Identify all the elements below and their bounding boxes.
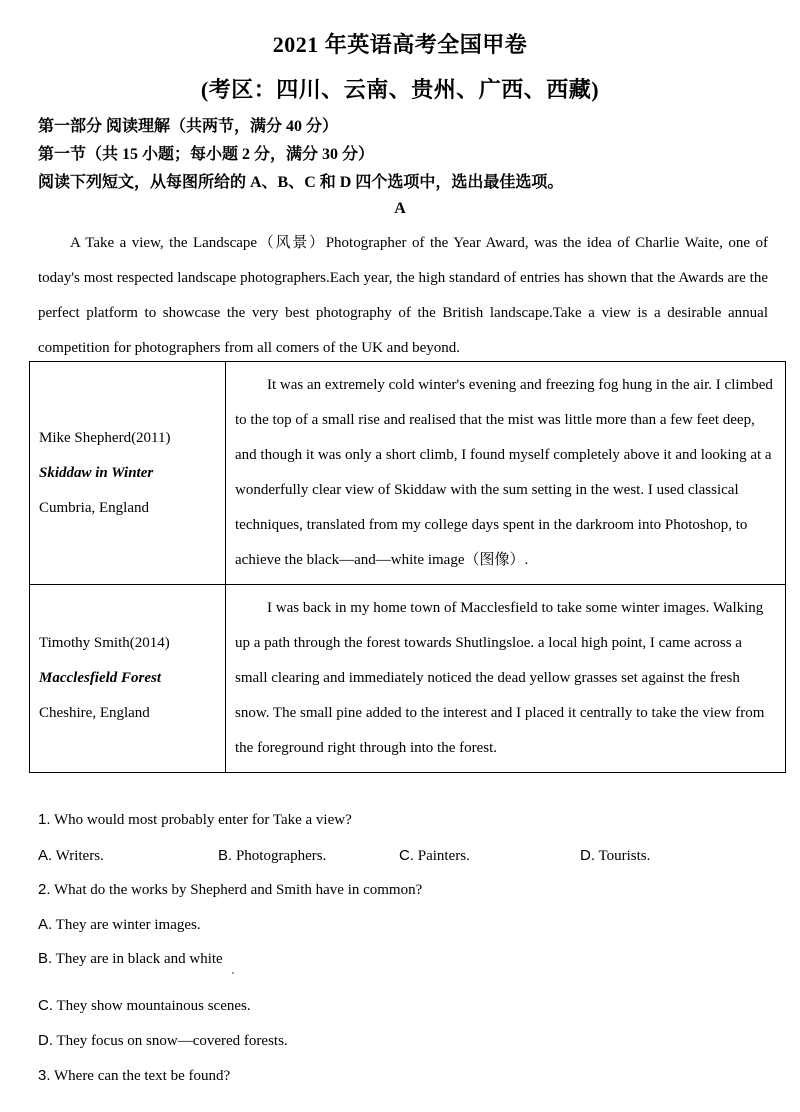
option-letter: C. (399, 847, 414, 864)
answer-option[interactable] (399, 846, 470, 866)
option-text: They focus on snow—covered forests. (56, 1033, 288, 1049)
option-text: Tourists. (598, 848, 651, 864)
question-text: Where can the text be found? (54, 1068, 231, 1084)
answer-option[interactable] (580, 846, 650, 866)
entry-description: It was an extremely cold winter's evening and freezing fog hung in the air. I climbed to the top of a small rise and realised that the mist was little more than a few feet deep, and though it was only a short climb, I found myself completely above it and looking at a wonderfully clear view of Skiddaw with the sum setting in the west. I used classical techniques, translated from my college days spent in the darkroom into Photoshop, to achieve the black—and—white image（图像）. (226, 362, 786, 585)
answer-option[interactable] (218, 846, 326, 866)
option-text: They show mountainous scenes. (56, 998, 251, 1014)
option-letter: C. (38, 997, 53, 1014)
photo-title: Skiddaw in Winter (39, 464, 154, 481)
question-text: What do the works by Shepherd and Smith have in common? (54, 882, 423, 898)
part-heading: 第一部分 阅读理解（共两节，满分 40 分） (38, 118, 339, 135)
passage-letter: A (394, 200, 406, 217)
section-heading: 第一节（共 15 小题；每小题 2 分，满分 30 分） (38, 146, 375, 163)
option-text: They are winter images. (55, 917, 201, 933)
directions: 阅读下列短文，从每图所给的 A、B、C 和 D 四个选项中，选出最佳选项。 (38, 174, 564, 191)
photographer-name: Timothy Smith(2014) (39, 635, 170, 651)
answer-option[interactable] (38, 949, 223, 969)
entry-meta (30, 362, 226, 585)
exam-subtitle: (考区：四川、云南、贵州、广西、西藏) (200, 77, 600, 102)
stray-mark (232, 972, 234, 974)
photo-location: Cheshire, England (39, 705, 150, 721)
answer-option[interactable] (38, 996, 251, 1016)
option-letter: B. (38, 950, 53, 967)
option-text: Painters. (417, 848, 470, 864)
option-letter: D. (38, 1032, 53, 1049)
exam-title: 2021 年英语高考全国甲卷 (272, 32, 528, 57)
question-stem (38, 810, 352, 830)
photographer-name: Mike Shepherd(2011) (39, 429, 171, 446)
table-row (30, 362, 786, 585)
photo-title: Macclesfield Forest (39, 670, 162, 686)
question-number: 3. (38, 1067, 51, 1084)
question-number: 1. (38, 811, 51, 828)
option-text: Writers. (55, 848, 104, 864)
question-number: 2. (38, 881, 51, 898)
question-stem (38, 1066, 230, 1086)
entry-description: I was back in my home town of Macclesfield to take some winter images. Walking up a path through the forest towards Shutlingsloe. a local high point, I came across a small clearing and immediately noticed the dead yellow grasses set against the fresh snow. The small pine added to the interest and I placed it centrally to take the view from the foreground right through into the forest. (226, 585, 786, 773)
passage-intro: A Take a view, the Landscape（风景）Photographer of the Year Award, was the idea of Charlie Waite, one of today's most respected landscape photographers.Each year, the high standard of entries has shown that the Awards are the perfect platform to showcase the very best photography of the British landscape.Take a view is a desirable annual competition for photographers from all comers of the UK and beyond. (38, 235, 768, 356)
entry-meta (30, 585, 226, 773)
option-letter: A. (38, 916, 53, 933)
answer-option[interactable] (38, 846, 104, 866)
answer-option[interactable] (38, 1031, 288, 1051)
question-text: Who would most probably enter for Take a view? (54, 812, 352, 828)
option-letter: B. (218, 847, 233, 864)
photo-location: Cumbria, England (39, 499, 149, 516)
question-stem (38, 880, 422, 900)
table-row (30, 585, 786, 773)
option-letter: A. (38, 847, 53, 864)
option-text: Photographers. (235, 848, 327, 864)
option-letter: D. (580, 847, 595, 864)
entries-table (29, 361, 786, 773)
option-text: They are in black and white (55, 951, 223, 967)
answer-option[interactable] (38, 915, 201, 935)
